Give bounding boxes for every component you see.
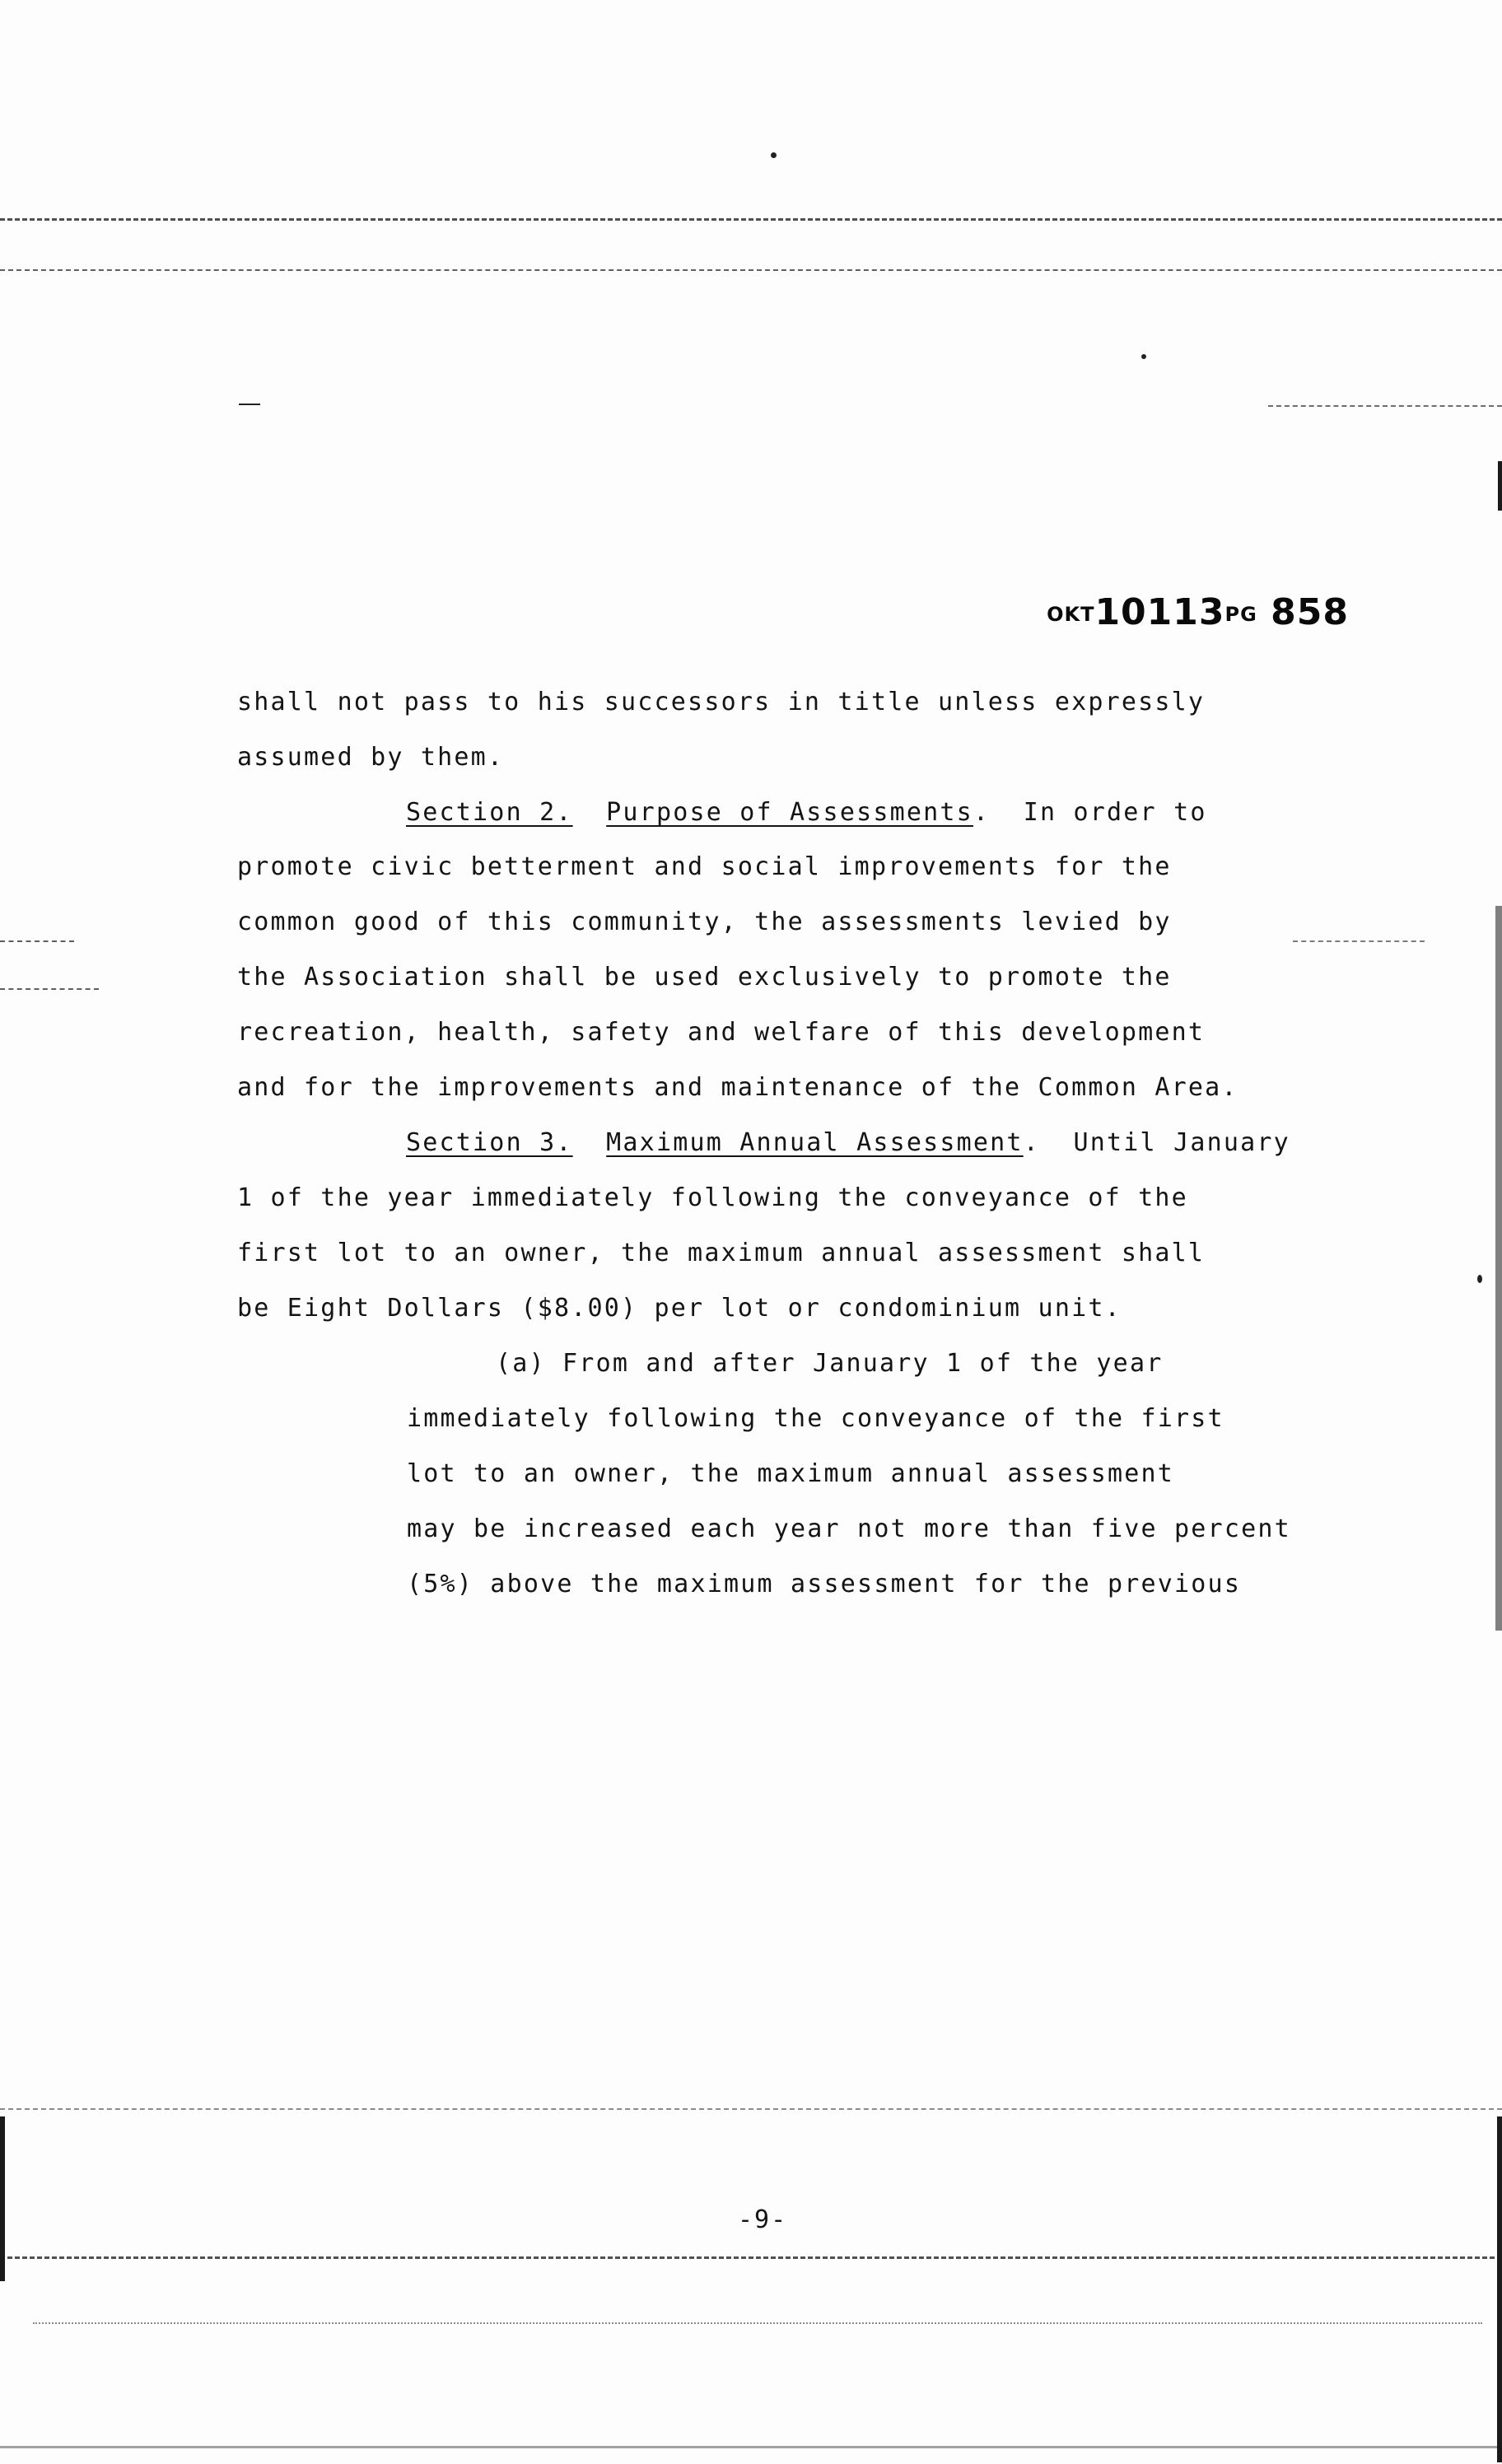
section-2-lead: In order to [1023,798,1207,827]
scan-artifact-line [0,2108,1502,2110]
section-2-period: . [973,798,991,827]
right-edge-artifact [1497,2116,1502,2462]
section-3-label: Section 3. [406,1128,573,1157]
scan-speck [239,404,260,405]
subsection-a-line: immediately following the conveyance of the first [407,1404,1224,1433]
section-3-lead: Until January [1073,1128,1290,1157]
body-line: first lot to an owner, the maximum annual assessment shall [237,1239,1206,1267]
section-2-label: Section 2. [406,798,573,827]
body-line: be Eight Dollars ($8.00) per lot or condominium unit. [237,1294,1122,1323]
book-prefix: OKT [1047,603,1095,626]
body-line: 1 of the year immediately following the conveyance of the [237,1183,1188,1212]
subsection-a-line: (a) From and after January 1 of the year [496,1349,1164,1378]
body-line: common good of this community, the assessments levied by [237,908,1172,936]
body-line: recreation, health, safety and welfare of this development [237,1018,1206,1047]
subsection-a-line: lot to an owner, the maximum annual assessment [407,1459,1175,1488]
scan-artifact-line [1268,405,1502,407]
right-edge-artifact [1498,461,1502,511]
right-edge-artifact [1495,906,1502,1631]
scan-artifact-line [0,940,74,942]
body-line: and for the improvements and maintenance of the Common Area. [237,1073,1238,1102]
scan-artifact-line [0,988,99,990]
section-3-period: . [1023,1128,1040,1157]
scan-artifact-line [0,218,1502,221]
page-number-stamp: 858 [1271,591,1349,633]
body-line: promote civic betterment and social improvements for the [237,852,1172,881]
section-3-heading: Maximum Annual Assessment [606,1128,1024,1157]
scan-artifact-line [0,269,1502,271]
subsection-a-line: may be increased each year not more than five percent [407,1514,1291,1543]
section-2-heading: Purpose of Assessments [606,798,973,827]
scan-speck [771,152,777,158]
section-2-line [406,800,1207,825]
footer-page-number: -9- [738,2205,788,2234]
book-page-stamp [1047,591,1349,633]
book-number: 10113 [1094,591,1225,633]
page-prefix: PG [1224,603,1257,626]
bottom-edge-artifact [0,2446,1502,2448]
subsection-a-line: (5%) above the maximum assessment for the previous [407,1570,1242,1598]
section-3-line [406,1128,1290,1157]
scan-artifact-line [1293,940,1425,942]
body-line: shall not pass to his successors in title unless expressly [237,688,1206,716]
scan-artifact-line [33,2322,1482,2324]
body-line: assumed by them. [237,743,505,772]
body-line: the Association shall be used exclusively to promote the [237,963,1172,992]
left-edge-artifact [0,2116,5,2281]
scan-speck [1141,354,1146,359]
scan-speck [1477,1275,1482,1283]
scan-artifact-line [0,2256,1502,2259]
